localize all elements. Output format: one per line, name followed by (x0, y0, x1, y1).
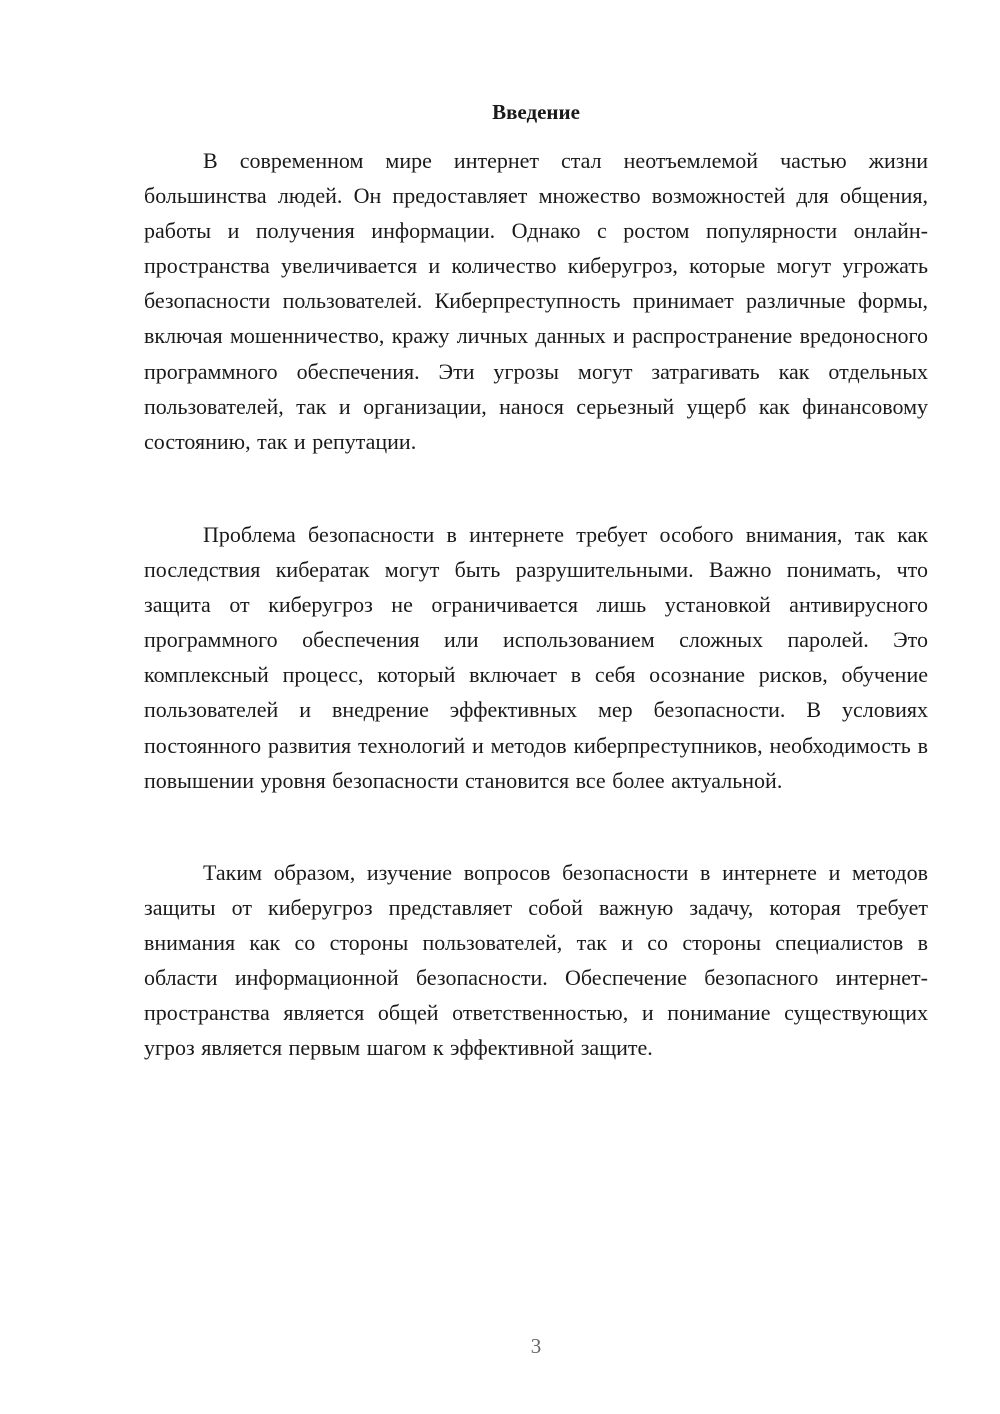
paragraph-3: Таким образом, изучение вопросов безопасности в интернете и методов защиты от киберугроз представляет собой важную задачу, которая требует внимания как со стороны пользователей, так и со стороны специалистов в области информационной безопасности. Обеспечение безопасного интернет-пространства является общей ответственностью, и понимание существующих угроз является первым шагом к эффективной защите. (144, 860, 928, 1061)
page-title: Введение (492, 100, 580, 124)
paragraph-2: Проблема безопасности в интернете требует особого внимания, так как последствия кибератак могут быть разрушительными. Важно понимать, что защита от киберугроз не ограничивается лишь установкой антивирусного программного обеспечения или использованием сложных паролей. Это комплексный процесс, который включает в себя осознание рисков, обучение пользователей и внедрение эффективных мер безопасности. В условиях постоянного развития технологий и методов киберпреступников, необходимость в повышении уровня безопасности становится все более актуальной. (144, 522, 928, 793)
paragraph-1: В современном мире интернет стал неотъемлемой частью жизни большинства людей. Он предоставляет множество возможностей для общения, работы и получения информации. Однако с ростом популярности онлайн-пространства увеличивается и количество киберугроз, которые могут угрожать безопасности пользователей. Киберпреступность принимает различные формы, включая мошенничество, кражу личных данных и распространение вредоносного программного обеспечения. Эти угрозы могут затрагивать как отдельных пользователей, так и организации, нанося серьезный ущерб как финансовому состоянию, так и репутации. (144, 148, 928, 454)
page-number: 3 (530, 1334, 542, 1358)
